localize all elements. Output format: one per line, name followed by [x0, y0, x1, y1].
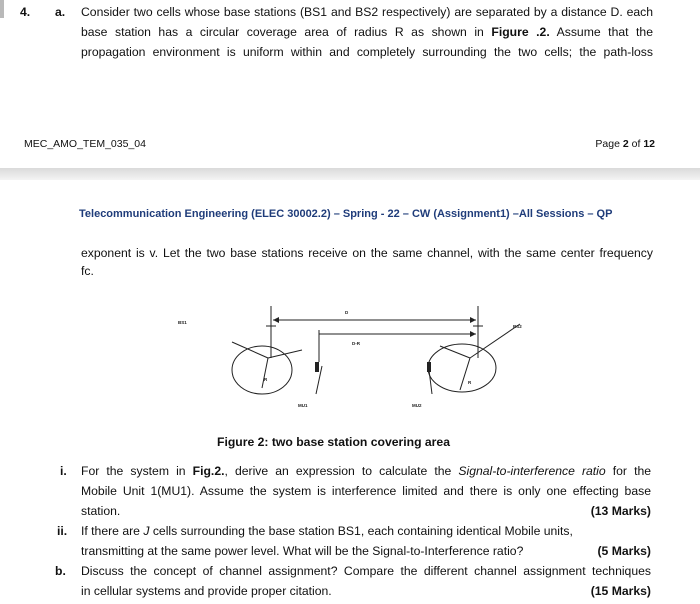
question-line: Discuss the concept of channel assignment? Compare the different channel assignment techniques: [81, 564, 651, 578]
mu1-handset: [315, 362, 319, 372]
page-footer: [24, 138, 655, 154]
cell1-spoke: [268, 350, 302, 358]
footer-page-number: [595, 138, 655, 150]
question-line: [81, 461, 651, 481]
figure-ref: Figure .2.: [491, 25, 550, 39]
part-a-label: a.: [55, 5, 66, 19]
question-number: 4.: [20, 5, 31, 19]
q-ii-label: ii.: [57, 524, 68, 538]
page-separator: [0, 168, 700, 180]
part-b-label: b.: [55, 564, 66, 578]
text-span: 12: [643, 138, 655, 150]
paragraph-line: [81, 22, 653, 42]
mu2-link: [429, 370, 432, 394]
label-d-minus-r: D-R: [352, 341, 360, 346]
label-d: D: [345, 310, 349, 315]
q-i-label: i.: [60, 464, 67, 478]
cell-diagram: [170, 300, 540, 412]
d-arrowhead-right: [470, 317, 476, 323]
text-span: cells surrounding the base station BS1, each containing identical Mobile units,: [152, 524, 573, 538]
cell1-radius: [262, 358, 268, 388]
paragraph-line: propagation environment is uniform within and completely surrounding the two cells; the path-loss: [81, 45, 653, 59]
margin-mark: [0, 0, 4, 18]
label-bs2: BS2: [513, 324, 522, 329]
paragraph-line: fc.: [81, 264, 94, 278]
marks-badge: (13 Marks): [590, 504, 651, 518]
question-line: transmitting at the same power level. What will be the Signal-to-Interference ratio?: [81, 544, 524, 558]
cell2-radius: [460, 358, 470, 390]
footer-doc-code: MEC_AMO_TEM_035_04: [24, 138, 146, 150]
figure-caption: Figure 2: two base station covering area: [217, 435, 450, 449]
text-span: If there are: [81, 524, 140, 538]
text-span: For the system in: [81, 464, 186, 478]
label-bs1: BS1: [178, 320, 187, 325]
question-line: Mobile Unit 1(MU1). Assume the system is interference limited and there is only one effecting base: [81, 484, 651, 498]
question-line: [81, 521, 573, 541]
text-span: Page: [595, 138, 620, 150]
text-span: of: [631, 138, 641, 150]
text-span: , derive an expression to calculate the: [224, 464, 452, 478]
marks-badge: (15 Marks): [590, 584, 651, 598]
figure-ref: Fig.2.: [192, 464, 225, 478]
d-minus-r-arrowhead: [470, 331, 476, 337]
question-line: station.: [81, 504, 121, 518]
text-span: base station has a circular coverage area of radius R as shown in: [81, 25, 484, 39]
label-r2: R: [468, 380, 472, 385]
d-arrowhead-left: [273, 317, 279, 323]
emphasis-term: J: [143, 524, 150, 538]
label-mu2: MU2: [412, 403, 422, 408]
label-r1: R: [264, 377, 268, 382]
page-header: Telecommunication Engineering (ELEC 30002.2) – Spring - 22 – CW (Assignment1) –All Sessions – QP: [79, 208, 613, 220]
text-span: 2: [622, 138, 629, 150]
text-span: for the: [612, 464, 652, 478]
paragraph-line: Consider two cells whose base stations (BS1 and BS2 respectively) are separated by a distance D. each: [81, 5, 653, 19]
emphasis-term: Signal-to-interference ratio: [458, 464, 606, 478]
question-line: in cellular systems and provide proper citation.: [81, 584, 332, 598]
label-mu1: MU1: [298, 403, 308, 408]
marks-badge: (5 Marks): [597, 544, 651, 558]
text-span: Assume that the: [556, 25, 653, 39]
paragraph-line: exponent is v. Let the two base stations receive on the same channel, with the same center frequency: [81, 246, 653, 260]
cell2-spoke: [440, 346, 470, 358]
